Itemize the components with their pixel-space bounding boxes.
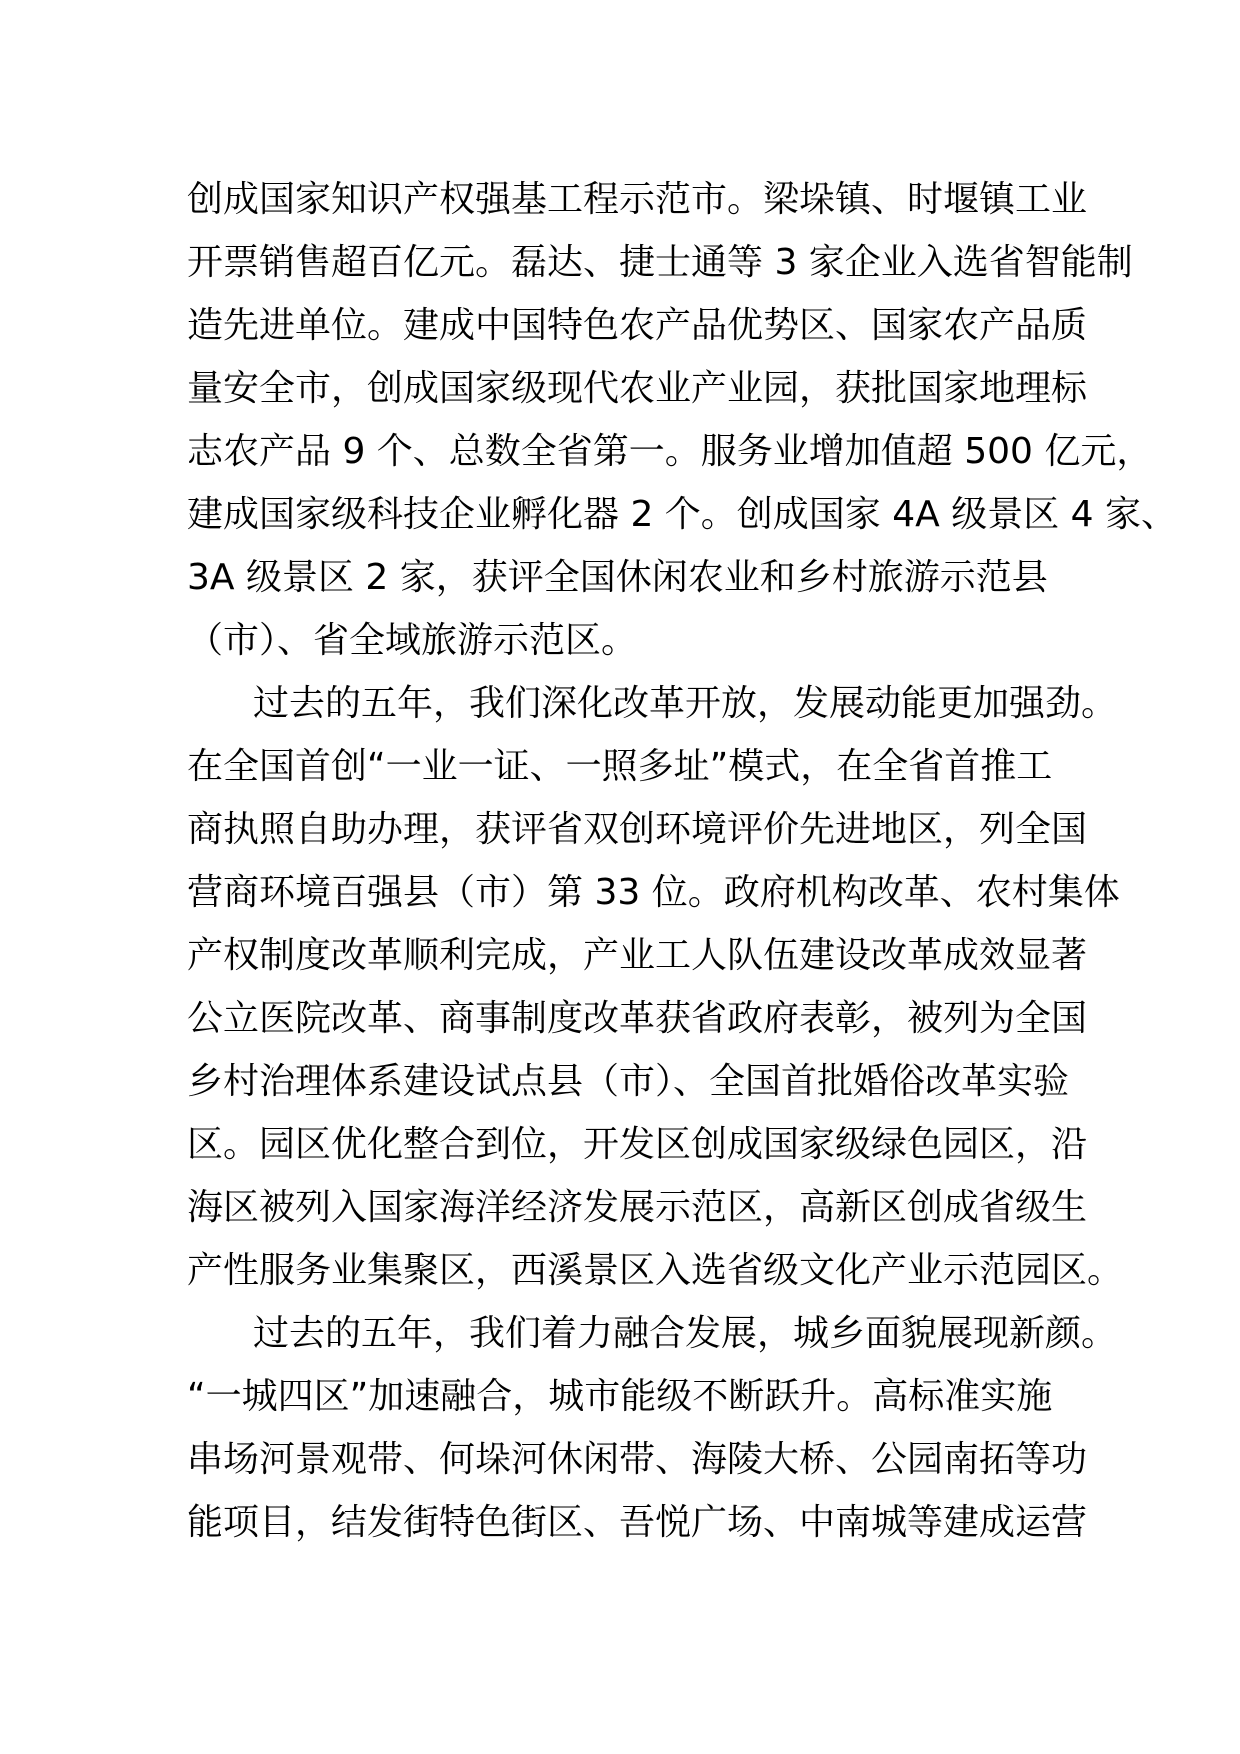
body-text-line: 串场河景观带、何垛河休闲带、海陵大桥、公园南拓等功	[187, 1439, 1088, 1480]
body-text-line: 建成国家级科技企业孵化器 2 个。创成国家 4A 级景区 4 家、	[187, 494, 1178, 535]
body-text-line: 开票销售超百亿元。磊达、捷士通等 3 家企业入选省智能制	[187, 242, 1133, 283]
body-text-line: 乡村治理体系建设试点县（市）、全国首批婚俗改革实验	[187, 1061, 1070, 1102]
body-text-line: “一城四区”加速融合，城市能级不断跃升。高标准实施	[187, 1376, 1053, 1417]
paragraph-first-line: 过去的五年，我们着力融合发展，城乡面貌展现新颜。	[253, 1313, 1118, 1354]
body-text-line: （市）、省全域旅游示范区。	[187, 620, 638, 661]
paragraph-first-line: 过去的五年，我们深化改革开放，发展动能更加强劲。	[253, 683, 1118, 724]
body-text-line: 海区被列入国家海洋经济发展示范区，高新区创成省级生	[187, 1187, 1088, 1228]
body-text-line: 在全国首创“一业一证、一照多址”模式，在全省首推工	[187, 746, 1053, 787]
body-text-line: 营商环境百强县（市）第 33 位。政府机构改革、农村集体	[187, 872, 1120, 913]
body-text-line: 量安全市，创成国家级现代农业产业园，获批国家地理标	[187, 368, 1088, 409]
body-text-line: 能项目，结发街特色街区、吾悦广场、中南城等建成运营	[187, 1502, 1088, 1543]
body-text-line: 产性服务业集聚区，西溪景区入选省级文化产业示范园区。	[187, 1250, 1124, 1291]
body-text-line: 创成国家知识产权强基工程示范市。梁垛镇、时堰镇工业	[187, 179, 1088, 220]
body-text-line: 3A 级景区 2 家，获评全国休闲农业和乡村旅游示范县	[187, 557, 1048, 598]
body-text-line: 商执照自助办理，获评省双创环境评价先进地区，列全国	[187, 809, 1088, 850]
body-text-line: 产权制度改革顺利完成，产业工人队伍建设改革成效显著	[187, 935, 1088, 976]
body-text-line: 造先进单位。建成中国特色农产品优势区、国家农产品质	[187, 305, 1088, 346]
body-text-line: 志农产品 9 个、总数全省第一。服务业增加值超 500 亿元，	[187, 431, 1153, 472]
body-text-line: 区。园区优化整合到位，开发区创成国家级绿色园区，沿	[187, 1124, 1088, 1165]
body-text-line: 公立医院改革、商事制度改革获省政府表彰，被列为全国	[187, 998, 1088, 1039]
